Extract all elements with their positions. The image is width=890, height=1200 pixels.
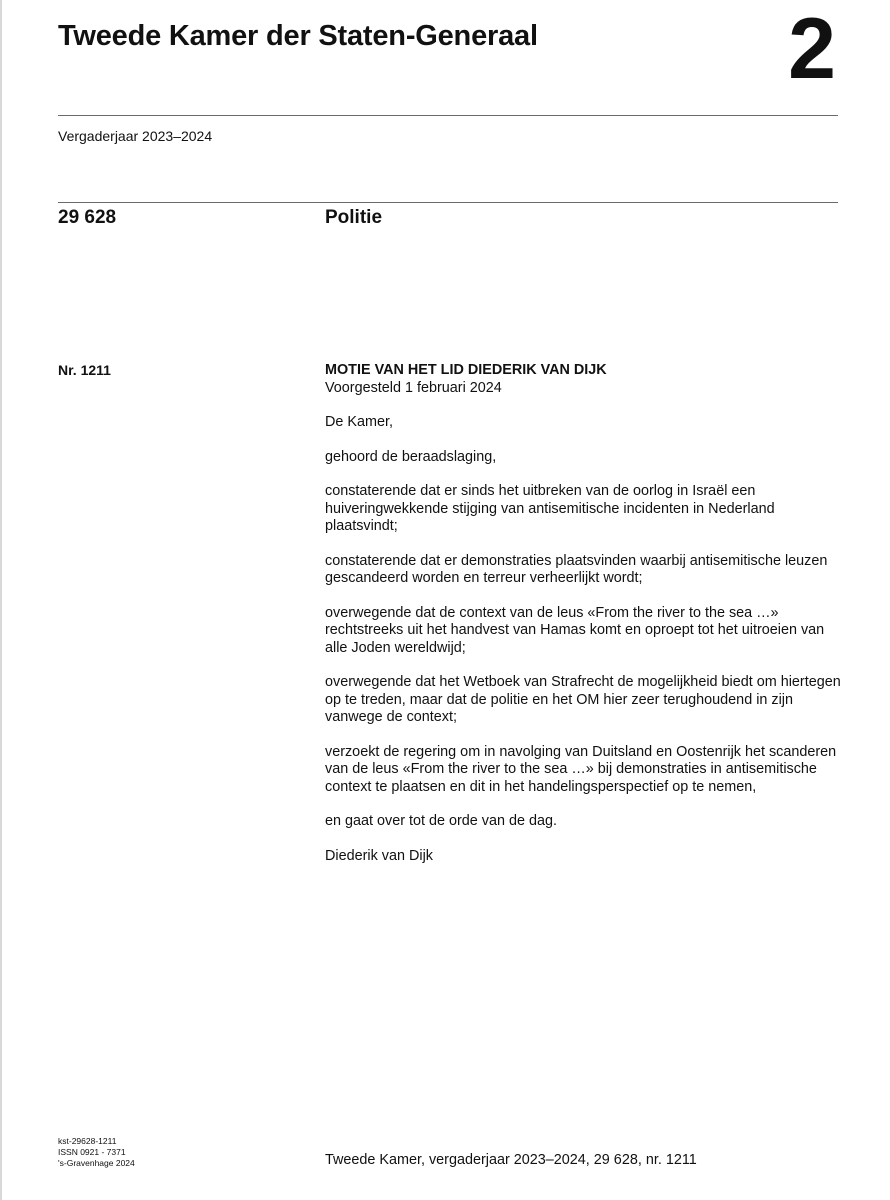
motion-paragraph-considering-2: constaterende dat er demonstraties plaatsvinden waarbij antisemitische leuzen gescandeerd worden en terreur verheerlijkt wordt;	[325, 552, 828, 586]
document-number: Nr. 1211	[58, 362, 111, 378]
motion-paragraph-whereas-1: overwegende dat de context van de leus «From the river to the sea …» rechtstreeks uit het handvest van Hamas komt en oproept tot het uitroeien van alle Joden wereldwijd;	[325, 604, 825, 656]
motion-paragraph-whereas-2: overwegende dat het Wetboek van Strafrecht de mogelijkheid biedt om hiertegen op te treden, maar dat de politie en het OM hier zeer terughoudend in zijn vanwege de context;	[325, 674, 841, 725]
dossier-divider	[58, 202, 838, 203]
motion-paragraph-heard: gehoord de beraadslaging,	[325, 448, 497, 465]
dossier-title: Politie	[325, 207, 383, 228]
publication-place: 's-Gravenhage 2024	[58, 1158, 135, 1168]
session-year: Vergaderjaar 2023–2024	[58, 128, 213, 144]
motion-signatory: Diederik van Dijk	[325, 847, 433, 864]
page-title: Tweede Kamer der Staten-Generaal	[58, 20, 538, 52]
motion-paragraph-considering-1: constaterende dat er sinds het uitbreken van de oorlog in Israël een huiveringwekkende stijging van antisemitische incidenten in Nederland plaatsvindt;	[325, 483, 775, 534]
page-edge	[0, 0, 2, 1200]
proposed-date: Voorgesteld 1 februari 2024	[325, 379, 502, 396]
motion-paragraph-addressee: De Kamer,	[325, 414, 393, 430]
header-divider	[58, 115, 838, 116]
document-category-number: 2	[788, 1, 836, 97]
issn-number: ISSN 0921 - 7371	[58, 1147, 126, 1157]
motion-title: MOTIE VAN HET LID DIEDERIK VAN DIJK	[325, 362, 607, 378]
kst-reference: kst-29628-1211	[58, 1136, 117, 1146]
motion-paragraph-closing: en gaat over tot de orde van de dag.	[325, 813, 558, 829]
page-footer: Tweede Kamer, vergaderjaar 2023–2024, 29 628, nr. 1211	[325, 1152, 697, 1168]
dossier-number: 29 628	[58, 207, 117, 228]
motion-paragraph-request: verzoekt de regering om in navolging van Duitsland en Oostenrijk het scanderen van de leus «From the river to the sea …» bij demonstraties in antisemitische context te plaatsen en dit in het handelingsperspectief op te nemen,	[325, 743, 837, 795]
publication-meta	[58, 1136, 135, 1169]
motion-body	[325, 362, 845, 882]
